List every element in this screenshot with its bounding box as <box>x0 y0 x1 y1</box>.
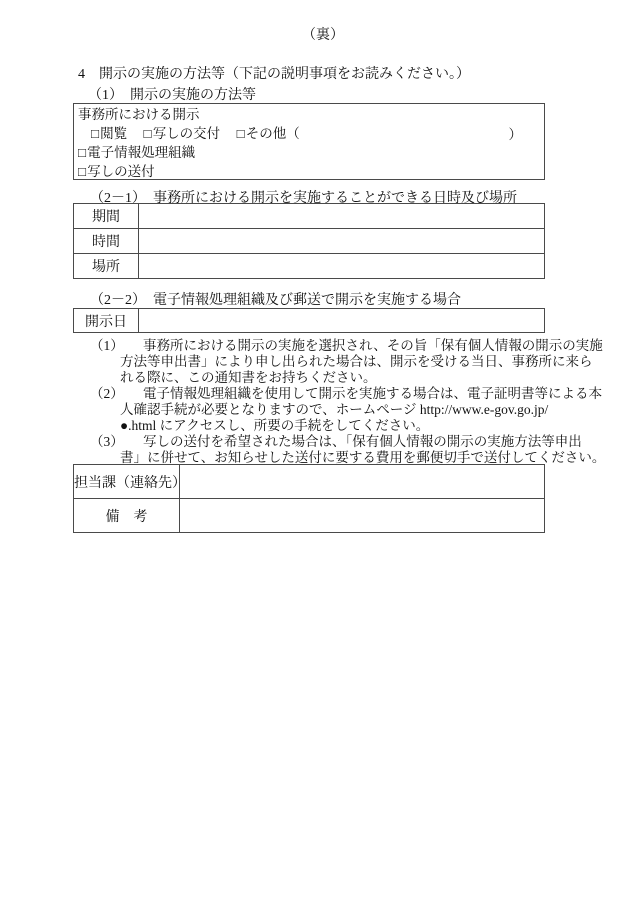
note-3-text <box>120 434 605 466</box>
note-line: ●.html にアクセスし、所要の手続をしてください。 <box>120 418 430 433</box>
note-line: 書」に併せて、お知らせした送付に要する費用を郵便切手で送付してください。 <box>120 450 606 465</box>
row-label-place: 場所 <box>74 254 139 279</box>
checkbox-icon: □ <box>78 145 87 160</box>
note-line: れる際に、この通知書をお持ちください。 <box>120 370 377 385</box>
row-value-contact-section <box>180 465 545 499</box>
disclosure-method-box <box>73 103 545 180</box>
option-view-label: 閲覧 <box>100 126 128 141</box>
table-row <box>74 499 545 533</box>
option-copy-delivery <box>144 124 221 143</box>
table-row <box>74 204 545 229</box>
option-copy-mail <box>78 162 540 181</box>
section-4-heading: 4 開示の実施の方法等（下記の説明事項をお読みください。） <box>78 67 470 82</box>
option-copy-mail-label: 写しの送付 <box>87 164 155 179</box>
row-label-time: 時間 <box>74 229 139 254</box>
note-line: 写しの送付を希望された場合は、「保有個人情報の開示の実施方法等申出 <box>143 434 582 449</box>
note-1-marker: （1） <box>90 338 124 353</box>
office-disclosure-title: 事務所における開示 <box>78 107 200 122</box>
note-line: 電子情報処理組織を使用して開示を実施する場合は、電子証明書等による本 <box>143 386 602 401</box>
option-other-label: その他（ <box>245 126 300 141</box>
section-4-1-heading: （1） 開示の実施の方法等 <box>88 88 256 103</box>
note-line: 事務所における開示の実施を選択され、その旨「保有個人情報の開示の実施 <box>143 338 603 353</box>
option-electronic-label: 電子情報処理組織 <box>87 145 196 160</box>
row-value-disclosure-date <box>139 309 545 333</box>
option-electronic <box>78 143 540 162</box>
row-label-disclosure-date: 開示日 <box>74 309 139 333</box>
note-1 <box>90 338 605 386</box>
table-row <box>74 229 545 254</box>
checkbox-icon: □ <box>143 126 152 141</box>
contact-table <box>73 464 545 533</box>
row-label-remarks: 備 考 <box>74 499 180 533</box>
office-disclosure-schedule-table <box>73 203 545 279</box>
note-2 <box>90 386 605 434</box>
office-disclosure-options <box>78 124 540 143</box>
other-close-paren: ） <box>508 127 522 142</box>
note-2-marker: （2） <box>90 386 124 401</box>
row-value-time <box>139 229 545 254</box>
row-value-period <box>139 204 545 229</box>
note-2-text <box>120 386 605 434</box>
electronic-disclosure-table <box>73 308 545 333</box>
section-2-1-heading: （2－1） 事務所における開示を実施することができる日時及び場所 <box>90 191 517 206</box>
option-other <box>237 124 300 143</box>
checkbox-icon: □ <box>91 126 100 141</box>
note-3-marker: （3） <box>90 434 124 449</box>
row-label-period: 期間 <box>74 204 139 229</box>
option-view <box>91 124 127 143</box>
row-value-remarks <box>180 499 545 533</box>
table-row <box>74 309 545 333</box>
table-row <box>74 465 545 499</box>
explanatory-notes <box>90 338 605 466</box>
checkbox-icon: □ <box>236 126 245 141</box>
checkbox-icon: □ <box>78 164 87 179</box>
note-3 <box>90 434 605 466</box>
section-2-2-heading: （2－2） 電子情報処理組織及び郵送で開示を実施する場合 <box>90 293 461 308</box>
option-copy-delivery-label: 写しの交付 <box>152 126 221 141</box>
page-side-label: （裏） <box>302 28 344 43</box>
table-row <box>74 254 545 279</box>
note-line: 人確認手続が必要となりますので、ホームページ http://www.e-gov.go.jp/ <box>120 402 549 417</box>
row-label-contact-section: 担当課（連絡先） <box>74 465 180 499</box>
note-line: 方法等申出書」により申し出られた場合は、開示を受ける当日、事務所に来ら <box>120 354 593 369</box>
row-value-place <box>139 254 545 279</box>
note-1-text <box>120 338 605 386</box>
